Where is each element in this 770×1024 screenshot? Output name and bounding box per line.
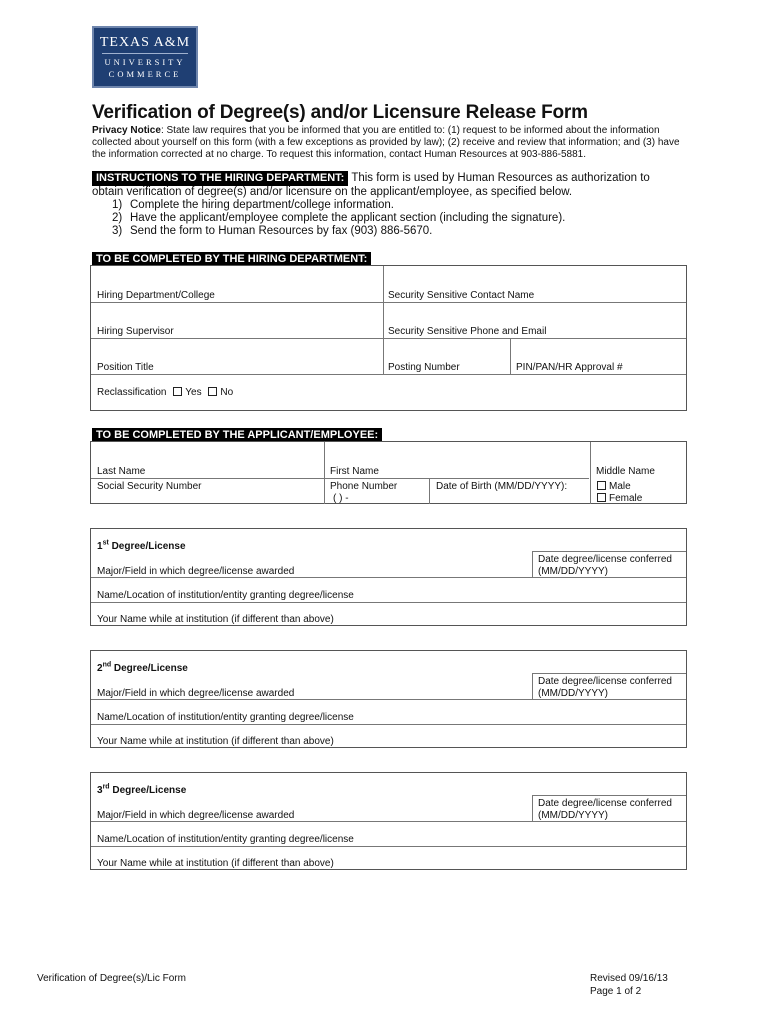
posting-number-field[interactable]: Posting Number (388, 362, 460, 373)
male-checkbox[interactable] (597, 481, 606, 490)
degree-2-institution-field[interactable]: Name/Location of institution/entity granting degree/license (97, 712, 354, 723)
degree-3-box (90, 772, 687, 870)
degree-2-date-format: (MM/DD/YYYY) (538, 688, 608, 699)
degree-1-box (90, 528, 687, 626)
instructions (92, 171, 692, 238)
first-name-field[interactable]: First Name (330, 466, 379, 477)
degree-1-date-format: (MM/DD/YYYY) (538, 566, 608, 577)
hiring-supervisor-field[interactable]: Hiring Supervisor (97, 326, 174, 337)
gender-male-option: Male (593, 481, 631, 493)
instructions-intro: This form is used by Human Resources as authorization to (348, 172, 650, 184)
phone-email-field[interactable]: Security Sensitive Phone and Email (388, 326, 547, 337)
privacy-notice-label: Privacy Notice (92, 125, 161, 136)
gender-female-option: Female (593, 493, 642, 505)
degree-1-date-label: Date degree/license conferred (538, 554, 672, 565)
degree-1-name-field[interactable]: Your Name while at institution (if different than above) (97, 614, 334, 625)
reclassification-label: Reclassification (97, 387, 167, 398)
middle-name-field[interactable]: Middle Name (596, 466, 655, 477)
position-title-field[interactable]: Position Title (97, 362, 154, 373)
logo-rule (102, 53, 188, 54)
last-name-field[interactable]: Last Name (97, 466, 146, 477)
degree-3-date-label: Date degree/license conferred (538, 798, 672, 809)
reclass-yes-checkbox[interactable] (173, 387, 182, 396)
footer-page-number: Page 1 of 2 (590, 986, 642, 997)
applicant-section-header: TO BE COMPLETED BY THE APPLICANT/EMPLOYEE: (92, 428, 382, 443)
pin-pan-approval-field[interactable]: PIN/PAN/HR Approval # (516, 362, 623, 373)
instruction-step: 2) Have the applicant/employee complete the applicant section (including the signature). (112, 212, 566, 224)
footer-form-name: Verification of Degree(s)/Lic Form (37, 973, 186, 984)
instructions-steps (92, 199, 692, 238)
reclass-no-checkbox[interactable] (208, 387, 217, 396)
contact-name-field[interactable]: Security Sensitive Contact Name (388, 290, 535, 301)
logo-line-2: UNIVERSITY (104, 57, 186, 67)
degree-3-title: 3rd Degree/License (97, 783, 187, 796)
instructions-intro-line2: obtain verification of degree(s) and/or licensure on the applicant/employee, as specified below. (92, 186, 573, 198)
degree-2-major-field[interactable]: Major/Field in which degree/license awarded (97, 688, 295, 699)
female-checkbox[interactable] (597, 493, 606, 502)
hiring-section-box (90, 265, 687, 411)
phone-number-mask: ( ) - (333, 493, 349, 504)
instruction-step: 1) Complete the hiring department/college information. (112, 199, 395, 211)
university-logo (92, 26, 198, 88)
degree-2-name-field[interactable]: Your Name while at institution (if different than above) (97, 736, 334, 747)
reclassification-row (97, 387, 233, 399)
degree-1-major-field[interactable]: Major/Field in which degree/license awarded (97, 566, 295, 577)
logo-line-3: COMMERCE (108, 69, 182, 79)
privacy-notice (92, 125, 682, 161)
degree-2-title: 2nd Degree/License (97, 661, 188, 674)
phone-number-field[interactable]: Phone Number (330, 481, 398, 492)
page-title: Verification of Degree(s) and/or Licensure Release Form (92, 102, 588, 123)
degree-3-date-format: (MM/DD/YYYY) (538, 810, 608, 821)
degree-2-date-label: Date degree/license conferred (538, 676, 672, 687)
privacy-notice-text: : State law requires that you be informed that you are entitled to: (1) request to be informed about the information collected about yourself on this form (with a few exceptions as provided by law); (2) receive and review that information; and (3) have the information corrected at no charge. To request this information, contact Human Resources at 903-886-5881. (92, 125, 680, 160)
reclass-no-label: No (220, 387, 234, 398)
degree-2-box (90, 650, 687, 748)
logo-line-1: TEXAS A&M (99, 35, 191, 50)
ssn-field[interactable]: Social Security Number (97, 481, 202, 492)
instructions-header: INSTRUCTIONS TO THE HIRING DEPARTMENT: (92, 171, 348, 186)
degree-1-title: 1st Degree/License (97, 539, 186, 552)
instruction-step: 3) Send the form to Human Resources by fax (903) 886-5670. (112, 225, 433, 237)
degree-1-institution-field[interactable]: Name/Location of institution/entity granting degree/license (97, 590, 354, 601)
degree-3-institution-field[interactable]: Name/Location of institution/entity granting degree/license (97, 834, 354, 845)
footer-revised: Revised 09/16/13 (590, 973, 668, 984)
hiring-section-header: TO BE COMPLETED BY THE HIRING DEPARTMENT: (92, 252, 371, 267)
reclass-yes-label: Yes (185, 387, 202, 398)
degree-3-major-field[interactable]: Major/Field in which degree/license awarded (97, 810, 295, 821)
date-of-birth-field[interactable]: Date of Birth (MM/DD/YYYY): (436, 481, 568, 492)
degree-3-name-field[interactable]: Your Name while at institution (if different than above) (97, 858, 334, 869)
applicant-section-box (90, 441, 687, 504)
hiring-dept-college-field[interactable]: Hiring Department/College (97, 290, 215, 301)
